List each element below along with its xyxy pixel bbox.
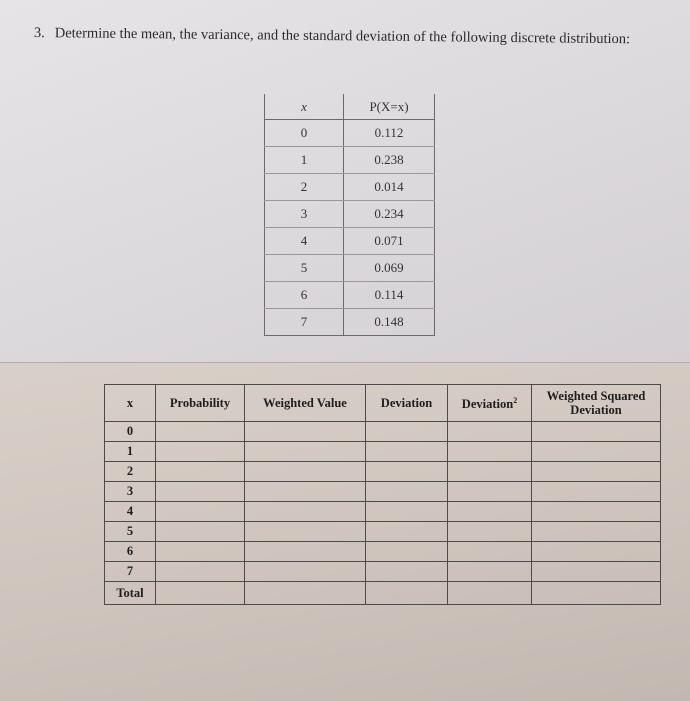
distribution-table xyxy=(264,94,435,336)
distribution-row xyxy=(265,228,435,255)
deviation-cell[interactable] xyxy=(366,482,448,502)
probability-value: 0.234 xyxy=(344,201,435,228)
col-header-weighted-squared-deviation: Weighted Squared Deviation xyxy=(532,385,661,422)
probability-cell[interactable] xyxy=(156,422,245,442)
deviation-cell[interactable] xyxy=(366,502,448,522)
x-value: 2 xyxy=(265,174,344,201)
weighted-value-cell[interactable] xyxy=(245,462,366,482)
worksheet-row xyxy=(105,462,661,482)
deviation-squared-cell[interactable] xyxy=(448,582,532,605)
row-x-value: 0 xyxy=(105,422,156,442)
distribution-row xyxy=(265,282,435,309)
weighted-squared-deviation-cell[interactable] xyxy=(532,482,661,502)
deviation-squared-cell[interactable] xyxy=(448,482,532,502)
weighted-value-cell[interactable] xyxy=(245,562,366,582)
deviation-squared-exponent: 2 xyxy=(513,396,518,406)
probability-cell[interactable] xyxy=(156,542,245,562)
deviation-squared-label: Deviation xyxy=(461,397,514,412)
weighted-squared-deviation-cell[interactable] xyxy=(532,442,661,462)
probability-value: 0.112 xyxy=(344,120,435,147)
deviation-squared-cell[interactable] xyxy=(448,442,532,462)
row-x-value: 7 xyxy=(105,562,156,582)
probability-value: 0.114 xyxy=(344,282,435,309)
x-value: 0 xyxy=(265,120,344,147)
probability-cell[interactable] xyxy=(156,582,245,605)
worksheet-row xyxy=(105,482,661,502)
distribution-row xyxy=(265,147,435,174)
total-label: Total xyxy=(105,582,156,605)
worksheet-table xyxy=(104,384,661,605)
row-x-value: 3 xyxy=(105,482,156,502)
deviation-cell[interactable] xyxy=(366,422,448,442)
probability-value: 0.238 xyxy=(344,147,435,174)
weighted-value-cell[interactable] xyxy=(245,542,366,562)
probability-cell[interactable] xyxy=(156,502,245,522)
distribution-row xyxy=(265,120,435,147)
col-header-deviation: Deviation xyxy=(366,385,448,422)
distribution-row xyxy=(265,255,435,282)
deviation-cell[interactable] xyxy=(366,462,448,482)
weighted-squared-deviation-cell[interactable] xyxy=(532,582,661,605)
deviation-cell[interactable] xyxy=(366,522,448,542)
row-x-value: 1 xyxy=(105,442,156,462)
worksheet-row xyxy=(105,562,661,582)
distribution-row xyxy=(265,309,435,336)
weighted-squared-deviation-cell[interactable] xyxy=(532,422,661,442)
probability-cell[interactable] xyxy=(156,562,245,582)
x-value: 5 xyxy=(265,255,344,282)
deviation-squared-cell[interactable] xyxy=(448,502,532,522)
deviation-squared-cell[interactable] xyxy=(448,422,532,442)
weighted-value-cell[interactable] xyxy=(245,582,366,605)
deviation-cell[interactable] xyxy=(366,442,448,462)
total-row xyxy=(105,582,661,605)
probability-value: 0.069 xyxy=(344,255,435,282)
col-header-x: x xyxy=(105,385,156,422)
worksheet-header-row xyxy=(105,385,661,422)
question-prompt: Determine the mean, the variance, and the standard deviation of the following discrete distribution: xyxy=(54,25,631,48)
x-value: 4 xyxy=(265,228,344,255)
probability-cell[interactable] xyxy=(156,462,245,482)
row-x-value: 6 xyxy=(105,542,156,562)
x-value: 1 xyxy=(265,147,344,174)
weighted-squared-deviation-cell[interactable] xyxy=(532,562,661,582)
worksheet-row xyxy=(105,542,661,562)
x-value: 6 xyxy=(265,282,344,309)
header-probability: P(X=x) xyxy=(344,94,435,120)
weighted-value-cell[interactable] xyxy=(245,442,366,462)
x-value: 3 xyxy=(265,201,344,228)
question-number: 3. xyxy=(33,24,45,42)
row-x-value: 2 xyxy=(105,462,156,482)
probability-cell[interactable] xyxy=(156,482,245,502)
probability-value: 0.071 xyxy=(344,228,435,255)
deviation-squared-cell[interactable] xyxy=(448,462,532,482)
distribution-header-row xyxy=(265,94,435,120)
row-x-value: 5 xyxy=(105,522,156,542)
col-header-deviation-squared xyxy=(448,385,532,422)
header-x: x xyxy=(265,94,344,120)
row-x-value: 4 xyxy=(105,502,156,522)
weighted-squared-deviation-cell[interactable] xyxy=(532,542,661,562)
probability-cell[interactable] xyxy=(156,442,245,462)
weighted-value-cell[interactable] xyxy=(245,522,366,542)
deviation-cell[interactable] xyxy=(366,562,448,582)
worksheet-row xyxy=(105,422,661,442)
deviation-cell[interactable] xyxy=(366,542,448,562)
probability-value: 0.148 xyxy=(344,309,435,336)
probability-value: 0.014 xyxy=(344,174,435,201)
deviation-cell[interactable] xyxy=(366,582,448,605)
weighted-value-cell[interactable] xyxy=(245,482,366,502)
col-header-weighted-value: Weighted Value xyxy=(245,385,366,422)
worksheet-row xyxy=(105,442,661,462)
weighted-squared-deviation-cell[interactable] xyxy=(532,502,661,522)
weighted-squared-deviation-cell[interactable] xyxy=(532,522,661,542)
deviation-squared-cell[interactable] xyxy=(448,542,532,562)
x-value: 7 xyxy=(265,309,344,336)
worksheet-row xyxy=(105,502,661,522)
col-header-probability: Probability xyxy=(156,385,245,422)
worksheet-row xyxy=(105,522,661,542)
weighted-squared-deviation-cell[interactable] xyxy=(532,462,661,482)
distribution-row xyxy=(265,174,435,201)
weighted-value-cell[interactable] xyxy=(245,422,366,442)
weighted-value-cell[interactable] xyxy=(245,502,366,522)
probability-cell[interactable] xyxy=(156,522,245,542)
deviation-squared-cell[interactable] xyxy=(448,562,532,582)
distribution-row xyxy=(265,201,435,228)
deviation-squared-cell[interactable] xyxy=(448,522,532,542)
